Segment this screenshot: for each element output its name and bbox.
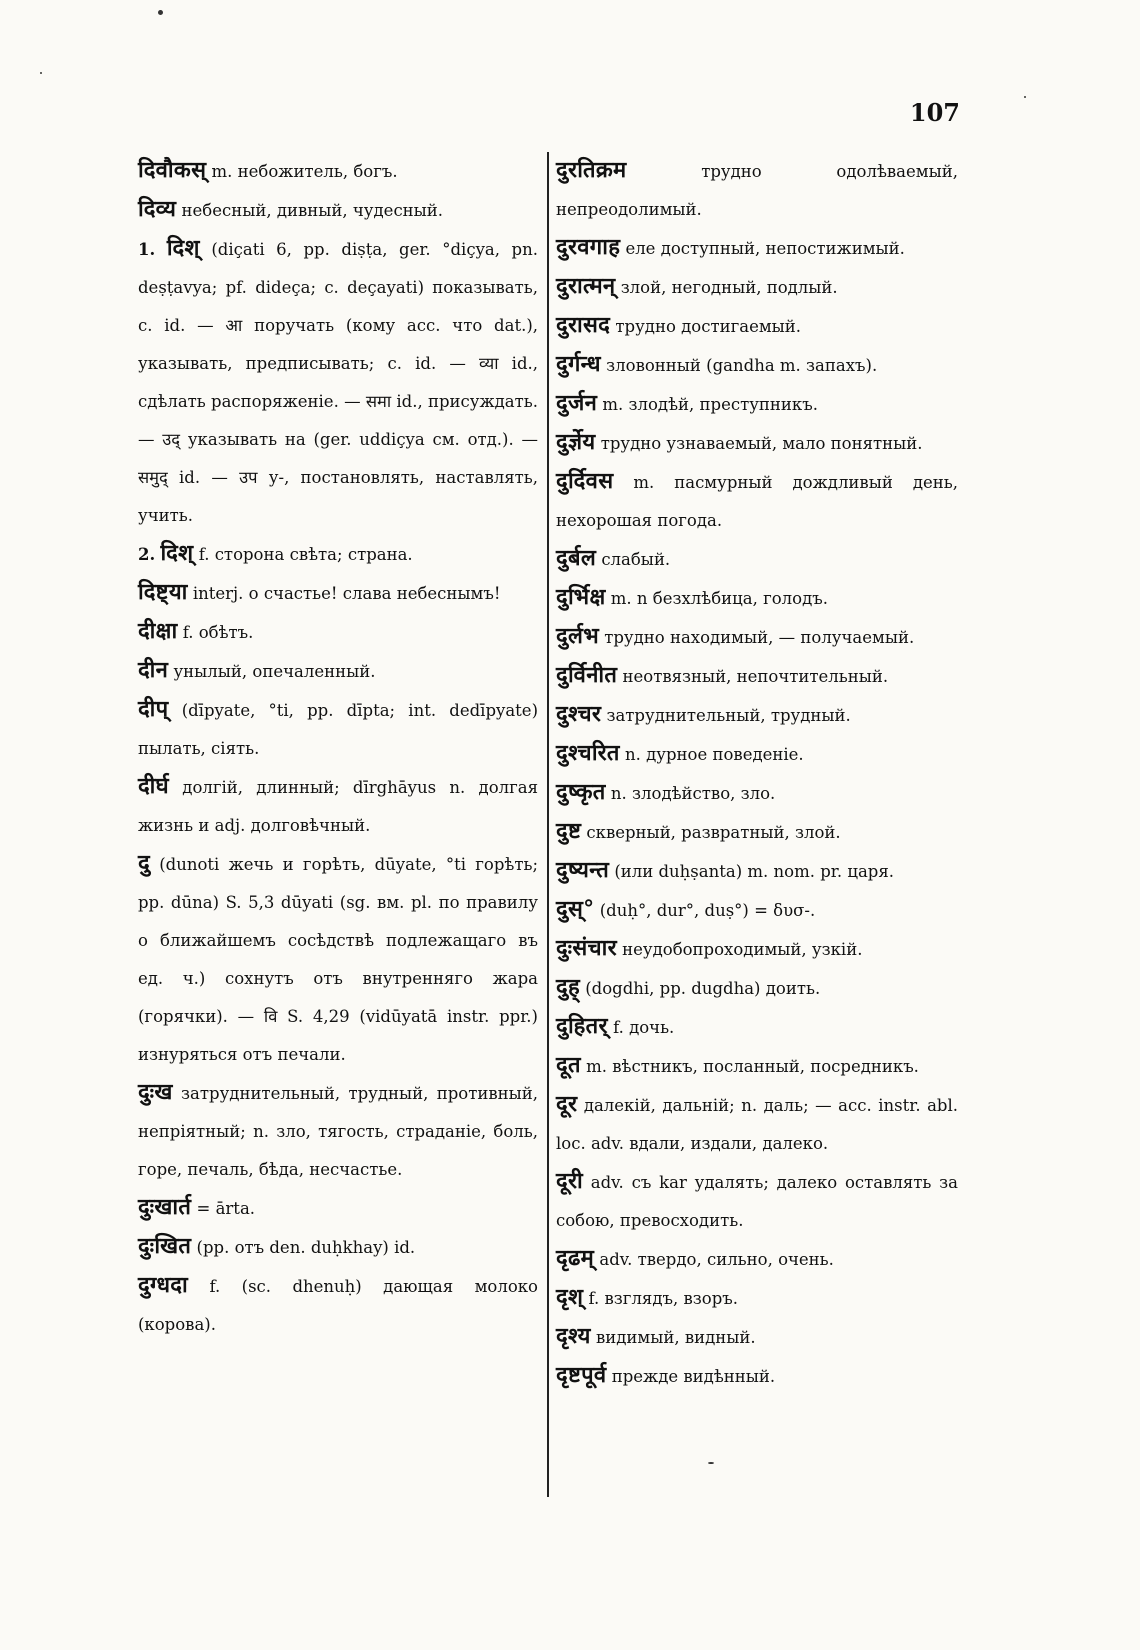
entry-headword: दृष्टपूर्व	[556, 1363, 607, 1388]
entry-headword: दीन	[138, 658, 169, 683]
left-column	[138, 152, 538, 1344]
entry-headword: दुःखार्त	[138, 1195, 192, 1220]
entry-headword: दुर्भिक्ष	[556, 585, 606, 610]
entry-definition: interj. о счастье! слава небеснымъ!	[192, 584, 501, 603]
entry-definition: f. обѣтъ.	[182, 623, 254, 642]
entry-headword: दूरी	[556, 1169, 583, 1194]
entry-definition: (или duḥṣanta) m. nom. pr. царя.	[614, 862, 895, 881]
entry-definition: небесный, дивный, чудесный.	[181, 201, 444, 220]
entry-headword: दुर्बल	[556, 546, 597, 571]
entry-headword: दुरतिक्रम	[556, 158, 627, 183]
entry-definition: f. дочь.	[613, 1018, 675, 1037]
entry-definition: f. взглядъ, взоръ.	[588, 1289, 739, 1308]
entry-definition: n. злодѣйство, зло.	[610, 784, 776, 803]
entry-definition: неотвязный, непочтительный.	[622, 667, 889, 686]
dictionary-entry	[556, 1240, 958, 1279]
entry-definition: (dunoti жечь и горѣть, dūyate, °ti горѣть; pp. dūna) S. 5,3 dūyati (sg. вм. pl. по правилу о ближайшемъ сосѣдствѣ подлежащаго въ ед. ч.) сохнутъ отъ внутренняго жара (горячки). — वि S. 4,29 (vidūyatā instr. ppr.) изнуряться отъ печали.	[138, 855, 538, 1064]
entry-definition: неудобопроходимый, узкій.	[622, 940, 863, 959]
dictionary-entry	[556, 152, 958, 229]
entry-headword: दिवौकस्	[138, 158, 207, 183]
entry-headword: दुष्यन्त	[556, 858, 610, 883]
dictionary-entry	[138, 1189, 538, 1228]
dictionary-entry	[138, 1074, 538, 1189]
dictionary-entry	[556, 346, 958, 385]
entry-definition: (diçati 6, pp. diṣṭa, ger. °diçya, pn. deṣṭavya; pf. dideça; c. deçayati) показывать, c. id. — आ поручать (кому acc. что dat.), указывать, предписывать; c. id. — व्या id., сдѣлать распоряженіе. — समा id., присуждать. — उद् указывать на (ger. uddiçya см. отд.). — समुद् id. — उप у-, постановлять, наставлять, учить.	[138, 240, 538, 525]
page-number: 107	[909, 98, 960, 127]
entry-headword: दुहितर्	[556, 1014, 608, 1039]
dictionary-entry	[138, 652, 538, 691]
dictionary-entry	[556, 657, 958, 696]
entry-definition: трудно находимый, — получаемый.	[604, 628, 915, 647]
entry-headword: दृढम्	[556, 1246, 595, 1271]
entry-definition: (duḥ°, dur°, duṣ°) = δυσ-.	[599, 901, 816, 920]
entry-headword: दुरात्मन्	[556, 274, 616, 299]
entry-headword: दुःखित	[138, 1234, 192, 1259]
entry-headword: दुःख	[138, 1080, 173, 1105]
entry-headword: दुश्चर	[556, 702, 602, 727]
dictionary-entry	[556, 1047, 958, 1086]
dictionary-entry	[556, 1279, 958, 1318]
dictionary-entry	[556, 579, 958, 618]
entry-definition: m. пасмурный дождливый день, нехорошая погода.	[556, 473, 958, 530]
entry-headword: दुर्ज्ञेय	[556, 430, 596, 455]
entry-definition: затруднительный, трудный.	[606, 706, 851, 725]
dictionary-entry	[556, 891, 958, 930]
entry-definition: adv. твердо, сильно, очень.	[599, 1250, 834, 1269]
entry-definition: m. вѣстникъ, посланный, посредникъ.	[586, 1057, 919, 1076]
dictionary-entry	[556, 618, 958, 657]
entry-definition: m. n безхлѣбица, голодъ.	[610, 589, 828, 608]
entry-headword: दुर्जन	[556, 391, 598, 416]
dictionary-entry	[138, 1228, 538, 1267]
entry-definition: зловонный (gandha m. запахъ).	[606, 356, 878, 375]
entry-definition: далекій, дальній; n. даль; — acc. instr. abl. loc. adv. вдали, издали, далеко.	[556, 1096, 959, 1153]
dictionary-entry	[556, 424, 958, 463]
scan-speck	[40, 72, 42, 74]
dictionary-entry	[556, 229, 958, 268]
entry-headword: दुरवगाह	[556, 235, 621, 260]
entry-headword: दुर्विनीत	[556, 663, 618, 688]
entry-definition: (pp. отъ den. duḥkhay) id.	[196, 1238, 416, 1257]
entry-definition: adv. съ kar удалять; далеко оставлять за собою, превосходить.	[556, 1173, 958, 1230]
dictionary-entry	[556, 774, 958, 813]
dictionary-entry	[138, 768, 538, 845]
column-divider	[547, 152, 549, 1497]
dictionary-entry	[556, 930, 958, 969]
entry-headword: दुर्गन्ध	[556, 352, 601, 377]
entry-headword: दुष्ट	[556, 819, 582, 844]
scan-speck	[1024, 96, 1026, 98]
entry-headword: दृश्य	[556, 1324, 591, 1349]
entry-definition: видимый, видный.	[595, 1328, 756, 1347]
entry-headword: दु	[138, 851, 150, 876]
dictionary-entry	[556, 540, 958, 579]
dictionary-entry	[138, 152, 538, 191]
entry-definition: унылый, опечаленный.	[173, 662, 376, 681]
dictionary-entry	[556, 1163, 958, 1240]
entry-headword: दुःसंचार	[556, 936, 617, 961]
entry-headword: दुष्कृत	[556, 780, 606, 805]
entry-headword: दुह्	[556, 975, 580, 1000]
dictionary-entry	[556, 463, 958, 540]
dictionary-entry	[556, 813, 958, 852]
entry-headword: दीर्घ	[138, 774, 169, 799]
entry-definition: = ārta.	[196, 1199, 256, 1218]
dictionary-entry	[556, 852, 958, 891]
entry-headword: दुश्चरित	[556, 741, 620, 766]
dictionary-entry	[556, 969, 958, 1008]
entry-definition: слабый.	[601, 550, 671, 569]
entry-headword: दीक्षा	[138, 619, 178, 644]
dictionary-entry	[138, 535, 538, 574]
right-column	[556, 152, 958, 1396]
entry-definition: трудно достигаемый.	[615, 317, 802, 336]
dictionary-entry	[138, 191, 538, 230]
dictionary-entry	[556, 735, 958, 774]
entry-headword: दुर्लभ	[556, 624, 599, 649]
dictionary-entry	[556, 1318, 958, 1357]
entry-headword: दिश्	[166, 236, 200, 261]
entry-definition: прежде видѣнный.	[611, 1367, 776, 1386]
dictionary-entry	[556, 385, 958, 424]
entry-headword: दुस्°	[556, 897, 595, 922]
entry-number: 1.	[138, 240, 156, 259]
entry-definition: злой, негодный, подлый.	[620, 278, 838, 297]
entry-headword: दिष्ट्या	[138, 580, 188, 605]
entry-headword: दीप्	[138, 697, 169, 722]
entry-definition: скверный, развратный, злой.	[586, 823, 841, 842]
entry-definition: n. дурное поведеніе.	[625, 745, 804, 764]
entry-definition: затруднительный, трудный, противный, непріятный; n. зло, тягость, страданіе, боль, горе, печаль, бѣда, несчастье.	[138, 1084, 538, 1179]
entry-definition: трудно одолѣваемый, непреодолимый.	[556, 162, 958, 219]
entry-definition: f. (sc. dhenuḥ) дающая молоко (корова).	[138, 1277, 538, 1334]
dictionary-entry	[138, 1267, 538, 1344]
dictionary-entry	[138, 691, 538, 768]
dictionary-entry	[138, 845, 538, 1074]
entry-definition: долгій, длинный; dīrghāyus n. долгая жизнь и adj. долговѣчный.	[138, 778, 539, 835]
dictionary-entry	[138, 574, 538, 613]
entry-definition: f. сторона свѣта; страна.	[198, 545, 413, 564]
dictionary-entry	[138, 613, 538, 652]
entry-headword: दिव्य	[138, 197, 177, 222]
entry-definition: еле доступный, непостижимый.	[625, 239, 905, 258]
entry-definition: (dogdhi, pp. dugdha) доить.	[585, 979, 821, 998]
entry-headword: दुर्दिवस	[556, 469, 614, 494]
entry-definition: m. злодѣй, преступникъ.	[602, 395, 818, 414]
entry-headword: दुग्धदा	[138, 1273, 188, 1298]
dictionary-entry	[556, 1086, 958, 1163]
entry-headword: दूर	[556, 1092, 578, 1117]
entry-definition: трудно узнаваемый, мало понятный.	[600, 434, 923, 453]
entry-headword: दुरासद	[556, 313, 611, 338]
scan-speck	[708, 1462, 714, 1464]
entry-headword: दिश्	[160, 541, 194, 566]
entry-headword: दृश्	[556, 1285, 584, 1310]
dictionary-entry	[556, 1008, 958, 1047]
scan-speck	[158, 10, 163, 15]
entry-definition: (dīpyate, °ti, pp. dīpta; int. dedīpyate) пылать, сіять.	[138, 701, 539, 758]
dictionary-entry	[556, 1357, 958, 1396]
entry-headword: दूत	[556, 1053, 581, 1078]
dictionary-entry	[556, 268, 958, 307]
dictionary-entry	[556, 307, 958, 346]
entry-definition: m. небожитель, богъ.	[211, 162, 398, 181]
entry-number: 2.	[138, 545, 156, 564]
dictionary-entry	[138, 230, 538, 535]
dictionary-entry	[556, 696, 958, 735]
